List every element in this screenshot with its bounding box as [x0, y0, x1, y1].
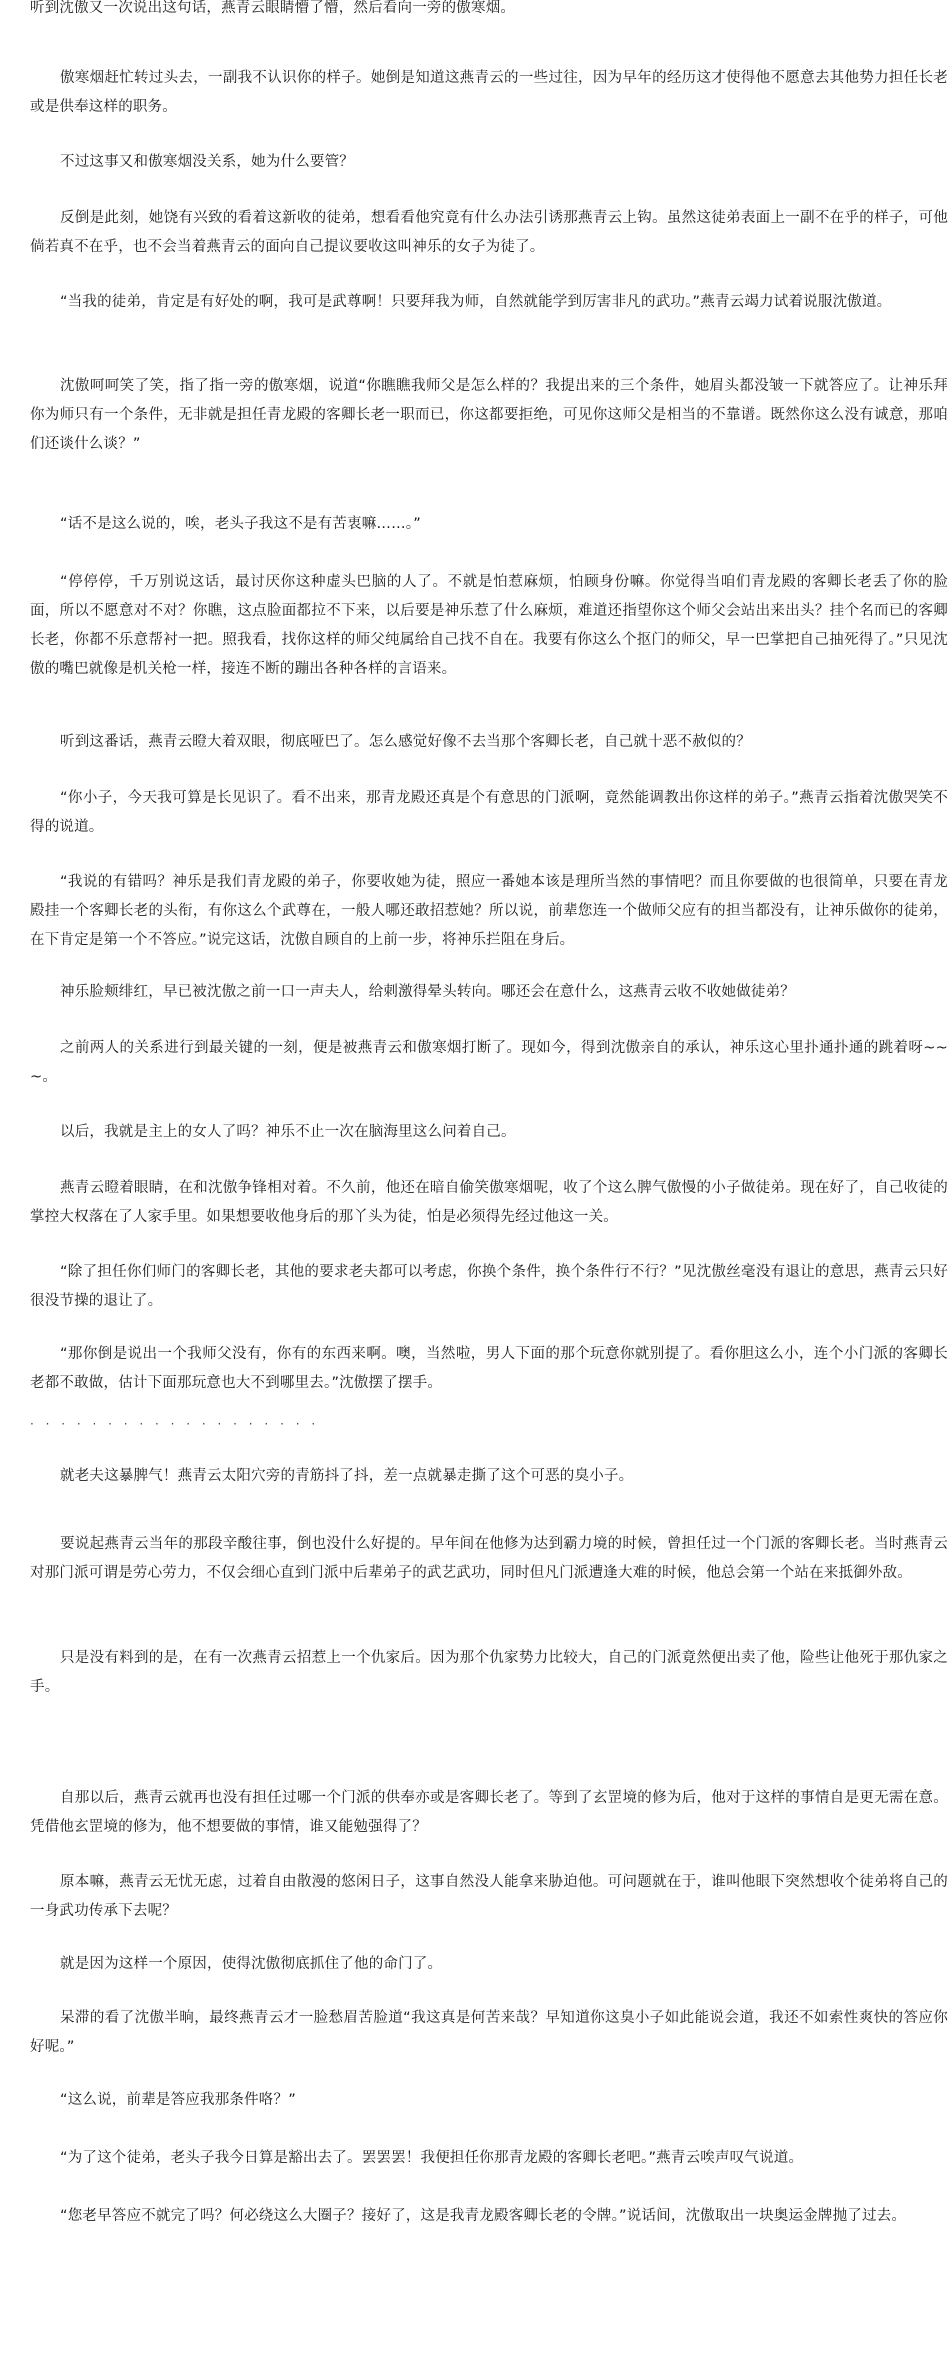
paragraph: “话不是这么说的，唉，老头子我这不是有苦衷嘛……。”: [60, 516, 421, 532]
paragraph: 原本嘛，燕青云无忧无虑，过着自由散漫的悠闲日子，这事自然没人能拿来胁迫他。可问题就在于，谁叫他眼下突然想收个徒弟将自己的一身武功传承下去呢？: [30, 1874, 948, 1919]
paragraph: “那你倒是说出一个我师父没有，你有的东西来啊。噢，当然啦，男人下面的那个玩意你就别提了。看你胆这么小，连个小门派的客卿长老都不敢做，估计下面那玩意也大不到哪里去。”沈傲摆了摆手。: [30, 1346, 948, 1391]
paragraph: 燕青云瞪着眼睛，在和沈傲争锋相对着。不久前，他还在暗自偷笑傲寒烟呢，收了个这么脾气傲慢的小子做徒弟。现在好了，自己收徒的掌控大权落在了人家手里。如果想要收他身后的那丫头为徒，怕是必须得先经过他这一关。: [30, 1180, 948, 1225]
paragraph: 只是没有料到的是，在有一次燕青云招惹上一个仇家后。因为那个仇家势力比较大，自己的门派竟然便出卖了他，险些让他死于那仇家之手。: [30, 1650, 948, 1695]
section-divider: · · · · · · · · · · · · · · · · · · ·: [30, 1417, 320, 1431]
paragraph: 要说起燕青云当年的那段辛酸往事，倒也没什么好提的。早年间在他修为达到霸力境的时候，曾担任过一个门派的客卿长老。当时燕青云对那门派可谓是劳心劳力，不仅会细心直到门派中后辈弟子的武艺武功，同时但凡门派遭逢大难的时候，他总会第一个站在来抵御外敌。: [30, 1536, 948, 1581]
paragraph: 沈傲呵呵笑了笑，指了指一旁的傲寒烟，说道“你瞧瞧我师父是怎么样的？我提出来的三个条件，她眉头都没皱一下就答应了。让神乐拜你为师只有一个条件，无非就是担任青龙殿的客卿长老一职而已，你这都要拒绝，可见你这师父是相当的不靠谱。既然你这么没有诚意，那咱们还谈什么谈？”: [30, 378, 948, 452]
paragraph: “我说的有错吗？神乐是我们青龙殿的弟子，你要收她为徒，照应一番她本该是理所当然的事情吧？而且你要做的也很简单，只要在青龙殿挂一个客卿长老的头衔，有你这么个武尊在，一般人哪还敢招惹她？所以说，前辈您连一个做师父应有的担当都没有，让神乐做你的徒弟，在下肯定是第一个不答应。”说完这话，沈傲自顾自的上前一步，将神乐拦阻在身后。: [30, 874, 948, 948]
paragraph: “当我的徒弟，肯定是有好处的啊，我可是武尊啊！只要拜我为师，自然就能学到厉害非凡的武功。”燕青云竭力试着说服沈傲道。: [60, 294, 892, 310]
paragraph: 就老夫这暴脾气！燕青云太阳穴旁的青筋抖了抖，差一点就暴走撕了这个可恶的臭小子。: [60, 1468, 634, 1484]
paragraph: “除了担任你们师门的客卿长老，其他的要求老夫都可以考虑，你换个条件，换个条件行不行？”见沈傲丝毫没有退让的意思，燕青云只好很没节操的退让了。: [30, 1264, 948, 1309]
paragraph: 听到这番话，燕青云瞪大着双眼，彻底哑巴了。怎么感觉好像不去当那个客卿长老，自己就十恶不赦似的？: [60, 734, 751, 750]
paragraph: “您老早答应不就完了吗？何必绕这么大圈子？接好了，这是我青龙殿客卿长老的令牌。”说话间，沈傲取出一块奥运金牌抛了过去。: [60, 2208, 907, 2224]
paragraph: “停停停，千万别说这话，最讨厌你这种虚头巴脑的人了。不就是怕惹麻烦，怕顾身份嘛。你觉得当咱们青龙殿的客卿长老丢了你的脸面，所以不愿意对不对？你瞧，这点脸面都拉不下来，以后要是神乐惹了什么麻烦，难道还指望你这个师父会站出来出头？挂个名而已的客卿长老，你都不乐意帮衬一把。照我看，找你这样的师父纯属给自己找不自在。我要有你这么个抠门的师父，早一巴掌把自己抽死得了。”只见沈傲的嘴巴就像是机关枪一样，接连不断的蹦出各种各样的言语来。: [30, 574, 948, 677]
paragraph: 自那以后，燕青云就再也没有担任过哪一个门派的供奉亦或是客卿长老了。等到了玄罡境的修为后，他对于这样的事情自是更无需在意。凭借他玄罡境的修为，他不想要做的事情，谁又能勉强得了？: [30, 1790, 948, 1835]
paragraph: “为了这个徒弟，老头子我今日算是豁出去了。罢罢罢！我便担任你那青龙殿的客卿长老吧。”燕青云唉声叹气说道。: [60, 2150, 804, 2166]
paragraph: 就是因为这样一个原因，使得沈傲彻底抓住了他的命门了。: [60, 1956, 443, 1972]
paragraph: 傲寒烟赶忙转过头去，一副我不认识你的样子。她倒是知道这燕青云的一些过往，因为早年的经历这才使得他不愿意去其他势力担任长老或是供奉这样的职务。: [30, 70, 948, 115]
paragraph: 呆滞的看了沈傲半晌，最终燕青云才一脸愁眉苦脸道“我这真是何苦来哉？早知道你这臭小子如此能说会道，我还不如索性爽快的答应你好呢。”: [30, 2010, 948, 2055]
paragraph: “这么说，前辈是答应我那条件咯？”: [60, 2092, 296, 2108]
paragraph: 反倒是此刻，她饶有兴致的看着这新收的徒弟，想看看他究竟有什么办法引诱那燕青云上钩。虽然这徒弟表面上一副不在乎的样子，可他倘若真不在乎，也不会当着燕青云的面向自己提议要收这叫神乐的女子为徒了。: [30, 210, 948, 255]
paragraph: 以后，我就是主上的女人了吗？神乐不止一次在脑海里这么问着自己。: [60, 1124, 516, 1140]
paragraph: 之前两人的关系进行到最关键的一刻，便是被燕青云和傲寒烟打断了。现如今，得到沈傲亲自的承认，神乐这心里扑通扑通的跳着呀~~~。: [30, 1040, 948, 1085]
paragraph: 听到沈傲又一次说出这句话，燕青云眼睛懵了懵，然后看向一旁的傲寒烟。: [30, 0, 516, 16]
paragraph: 神乐脸颊绯红，早已被沈傲之前一口一声夫人，给刺激得晕头转向。哪还会在意什么，这燕青云收不收她做徒弟？: [60, 984, 795, 1000]
paragraph: 不过这事又和傲寒烟没关系，她为什么要管？: [60, 154, 354, 170]
paragraph: “你小子，今天我可算是长见识了。看不出来，那青龙殿还真是个有意思的门派啊，竟然能调教出你这样的弟子。”燕青云指着沈傲哭笑不得的说道。: [30, 790, 948, 835]
